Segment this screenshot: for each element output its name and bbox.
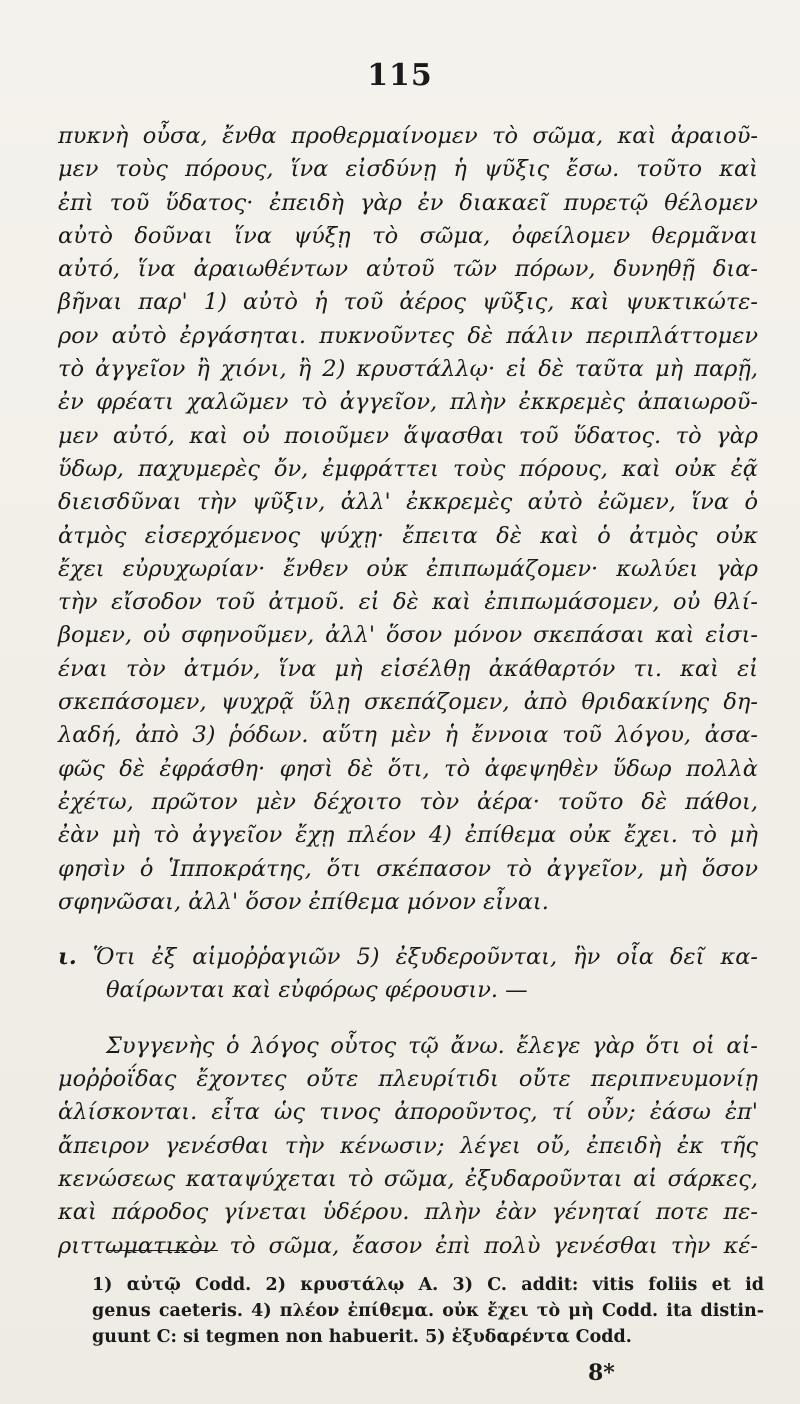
page-number: 115: [367, 58, 433, 93]
footnote-line: guunt C: si tegmen non habuerit. 5) ἐξυδαρέντα Codd.: [92, 1327, 632, 1347]
text-line: μεν αὐτό, καὶ οὐ ποιοῦμεν ἅψασθαι τοῦ ὕδατος. τὸ γὰρ: [58, 422, 758, 449]
text-line: τὴν εἴσοδον τοῦ ἀτμοῦ. εἰ δὲ καὶ ἐπιπωμάσομεν, οὐ θλί-: [58, 589, 758, 616]
section-marker: ι.: [58, 944, 77, 971]
text-line: φησὶν ὁ Ἱπποκράτης, ὅτι σκέπασον τὸ ἀγγεῖον, μὴ ὅσον: [58, 855, 758, 882]
text-line: έναι τὸν ἀτμόν, ἵνα μὴ εἰσέλθῃ ἀκάθαρτόν τι. καὶ εἰ: [58, 655, 758, 682]
text-line: πυκνὴ οὖσα, ἔνθα προθερμαίνομεν τὸ σῶμα, καὶ ἀραιοῦ-: [58, 123, 758, 149]
text-line: ριττωματικὸν τὸ σῶμα, ἔασον ἐπὶ πολὺ γενέσθαι τὴν κέ-: [58, 1232, 758, 1259]
text-line: μεν τοὺς πόρους, ἵνα εἰσδύνῃ ἡ ψῦξις ἔσω. τοῦτο καὶ: [58, 156, 758, 183]
text-line: λαδή, ἀπὸ 3) ῥόδων. αὕτη μὲν ἡ ἔννοια τοῦ λόγου, ἀσα-: [58, 722, 758, 749]
footnotes: [92, 1272, 764, 1350]
text-line: βομεν, οὐ σφηνοῦμεν, ἀλλ' ὅσον μόνον σκεπάσαι καὶ εἰσι-: [58, 622, 758, 649]
paragraph-3: [58, 1030, 758, 1263]
text-line: διεισδῦναι τὴν ψῦξιν, ἀλλ' ἐκκρεμὲς αὐτὸ ἐῶμεν, ἵνα ὁ: [58, 489, 758, 516]
text-line: θαίρωνται καὶ εὐφόρως φέρουσιν. —: [106, 977, 528, 1004]
text-line: αὐτό, ἵνα ἀραιωθέντων αὐτοῦ τῶν πόρων, δυνηθῇ δια-: [58, 256, 758, 283]
text-line: ὕδωρ, παχυμερὲς ὄν, ἐμφράττει τοὺς πόρους, καὶ οὐκ ἐᾷ: [58, 455, 758, 482]
text-line: κενώσεως καταψύχεται τὸ σῶμα, ἐξυδαροῦνται αἱ σάρκες,: [58, 1165, 758, 1192]
text-line: τὸ ἀγγεῖον ἢ χιόνι, ἢ 2) κρυστάλλῳ· εἰ δὲ ταῦτα μὴ παρῇ,: [58, 356, 758, 383]
heading-text: Ὅτι ἐξ αἱμοῤῥαγιῶν 5) ἐξυδεροῦνται, ἣν οἷα δεῖ κα-: [92, 944, 758, 971]
paragraph-1: [58, 120, 758, 919]
text-line: ἐν φρέατι χαλῶμεν τὸ ἀγγεῖον, πλὴν ἐκκρεμὲς ἀπαιωροῦ-: [58, 389, 758, 416]
main-text: [58, 120, 758, 1263]
printer-signature: 8*: [588, 1360, 615, 1386]
text-line: μοῤῥοΐδας ἔχοντες οὔτε πλευρίτιδι οὔτε περιπνευμονίῃ: [58, 1066, 758, 1093]
text-line: αὐτὸ δοῦναι ἵνα ψύξῃ τὸ σῶμα, ὀφείλομεν θερμᾶναι: [58, 222, 758, 249]
text-line: Συγγενὴς ὁ λόγος οὗτος τῷ ἄνω. ἔλεγε γὰρ ὅτι οἱ αἱ-: [106, 1032, 758, 1059]
text-line: ἔχει εὐρυχωρίαν· ἔνθεν οὐκ ἐπιπωμάζομεν· κωλύει γὰρ: [58, 555, 758, 582]
text-line: ἀτμὸς εἰσερχόμενος ψύχῃ· ἔπειτα δὲ καὶ ὁ ἀτμὸς οὐκ: [58, 522, 758, 549]
text-line: [58, 941, 758, 974]
footnote-rule: [108, 1250, 218, 1251]
text-line: βῆναι παρ' 1) αὐτὸ ἡ τοῦ ἀέρος ψῦξις, καὶ ψυκτικώτε-: [58, 289, 758, 316]
text-line: ἐπὶ τοῦ ὕδατος· ἐπειδὴ γὰρ ἐν διακαεῖ πυρετῷ θέλομεν: [58, 189, 758, 216]
text-line: ἁλίσκονται. εἶτα ὡς τινος ἀποροῦντος, τί οὖν; ἐάσω ἐπ': [58, 1099, 758, 1126]
text-line: ρον αὐτὸ ἐργάσηται. πυκνοῦντες δὲ πάλιν περιπλάττομεν: [58, 322, 758, 349]
footnote-line: genus caeteris. 4) πλέον ἐπίθεμα. οὐκ ἔχει τὸ μὴ Codd. ita distin-: [92, 1301, 764, 1321]
text-line: φῶς δὲ ἐφράσθη· φησὶ δὲ ὅτι, τὸ ἀφεψηθὲν ὕδωρ πολλὰ: [58, 755, 758, 782]
paragraph-2-heading: [58, 941, 758, 1008]
footnote-line: 1) αὐτῷ Codd. 2) κρυστάλῳ A. 3) C. addit: vitis foliis et id: [92, 1275, 764, 1295]
text-line: ἐχέτω, πρῶτον μὲν δέχοιτο τὸν ἀέρα· τοῦτο δὲ πάθοι,: [58, 788, 758, 815]
text-line: ἐὰν μὴ τὸ ἀγγεῖον ἔχῃ πλέον 4) ἐπίθεμα οὐκ ἔχει. τὸ μὴ: [58, 822, 758, 849]
text-line: καὶ πάροδος γίνεται ὑδέρου. πλὴν ἐὰν γένηταί ποτε πε-: [58, 1199, 758, 1226]
text-line: σκεπάσομεν, ψυχρᾷ ὕλῃ σκεπάζομεν, ἀπὸ θριδακίνης δη-: [58, 689, 758, 716]
text-line: σφηνῶσαι, ἀλλ' ὅσον ἐπίθεμα μόνον εἶναι.: [58, 888, 549, 915]
text-line: ἄπειρον γενέσθαι τὴν κένωσιν; λέγει οὔ, ἐπειδὴ ἐκ τῆς: [58, 1132, 758, 1159]
